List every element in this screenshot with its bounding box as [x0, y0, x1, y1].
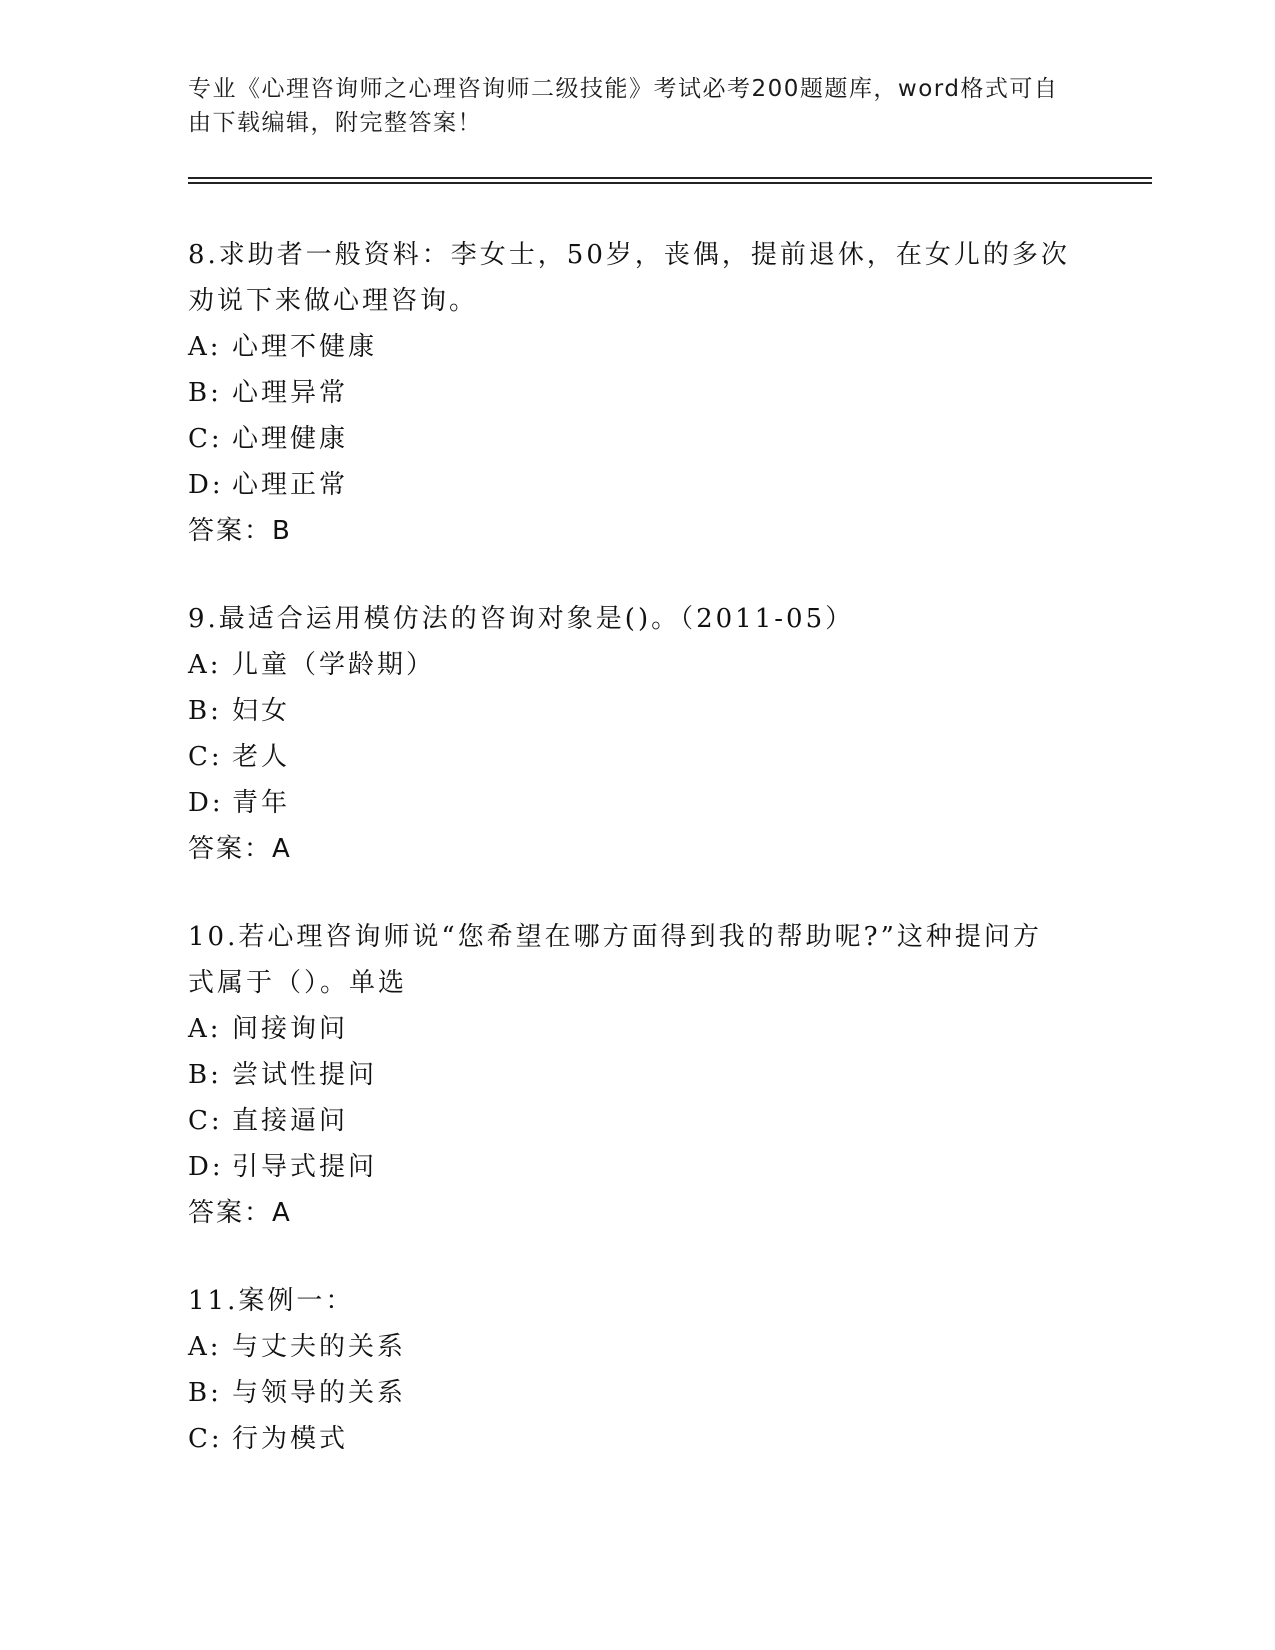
- option-text: 引导式提问: [232, 1152, 378, 1182]
- option-key: B:: [188, 378, 222, 408]
- option-text: 尝试性提问: [232, 1060, 378, 1090]
- header-line-2: 由下载编辑，附完整答案！: [188, 110, 482, 136]
- option-b: [188, 688, 1088, 734]
- option-text: 老人: [232, 742, 291, 772]
- option-key: A:: [188, 1014, 222, 1044]
- option-text: 心理异常: [232, 378, 349, 408]
- question-9: [188, 596, 1088, 872]
- answer-line: 答案：A: [188, 1198, 292, 1228]
- option-b: [188, 370, 1088, 416]
- document-header: [188, 72, 1068, 140]
- option-text: 心理不健康: [232, 332, 378, 362]
- option-c: [188, 416, 1088, 462]
- option-key: A:: [188, 650, 222, 680]
- option-a: [188, 642, 1088, 688]
- option-key: A:: [188, 1332, 222, 1362]
- option-text: 与领导的关系: [232, 1378, 407, 1408]
- answer-line: 答案：A: [188, 834, 292, 864]
- option-key: A:: [188, 332, 222, 362]
- option-key: C:: [188, 742, 223, 772]
- question-10: [188, 914, 1088, 1236]
- option-a: [188, 1006, 1088, 1052]
- option-a: [188, 1324, 1088, 1370]
- option-key: C:: [188, 424, 223, 454]
- option-a: [188, 324, 1088, 370]
- option-text: 妇女: [232, 696, 291, 726]
- header-divider-top: [188, 177, 1152, 179]
- option-text: 青年: [232, 788, 291, 818]
- option-c: [188, 1098, 1088, 1144]
- header-divider-bottom: [188, 182, 1152, 184]
- option-d: [188, 1144, 1088, 1190]
- question-text-line: 劝说下来做心理咨询。: [188, 286, 479, 316]
- option-key: B:: [188, 696, 222, 726]
- question-text-line: 式属于（）。单选: [188, 968, 408, 998]
- question-text-line: 8.求助者一般资料：李女士，50岁，丧偶，提前退休，在女儿的多次: [188, 240, 1070, 270]
- option-text: 间接询问: [232, 1014, 349, 1044]
- option-b: [188, 1052, 1088, 1098]
- option-c: [188, 734, 1088, 780]
- question-8: [188, 232, 1088, 554]
- option-d: [188, 780, 1088, 826]
- option-text: 心理正常: [232, 470, 349, 500]
- option-b: [188, 1370, 1088, 1416]
- answer-line: 答案：B: [188, 516, 292, 546]
- option-key: B:: [188, 1378, 222, 1408]
- option-text: 心理健康: [232, 424, 349, 454]
- question-list: [188, 232, 1088, 1504]
- option-key: C:: [188, 1106, 223, 1136]
- option-key: B:: [188, 1060, 222, 1090]
- option-d: [188, 462, 1088, 508]
- option-text: 与丈夫的关系: [232, 1332, 407, 1362]
- question-text-line: 10.若心理咨询师说“您希望在哪方面得到我的帮助呢?”这种提问方: [188, 922, 1042, 952]
- header-line-1: 专业《心理咨询师之心理咨询师二级技能》考试必考200题题库，word格式可自: [188, 76, 1059, 102]
- question-11: [188, 1278, 1088, 1462]
- option-c: [188, 1416, 1088, 1462]
- question-text-line: 11.案例一：: [188, 1286, 355, 1316]
- option-text: 直接逼问: [232, 1106, 349, 1136]
- option-key: D:: [188, 1152, 224, 1182]
- option-key: D:: [188, 470, 224, 500]
- option-text: 行为模式: [232, 1424, 349, 1454]
- option-key: C:: [188, 1424, 223, 1454]
- option-key: D:: [188, 788, 224, 818]
- question-text-line: 9.最适合运用模仿法的咨询对象是()。（2011-05）: [188, 604, 855, 634]
- option-text: 儿童（学龄期）: [232, 650, 436, 680]
